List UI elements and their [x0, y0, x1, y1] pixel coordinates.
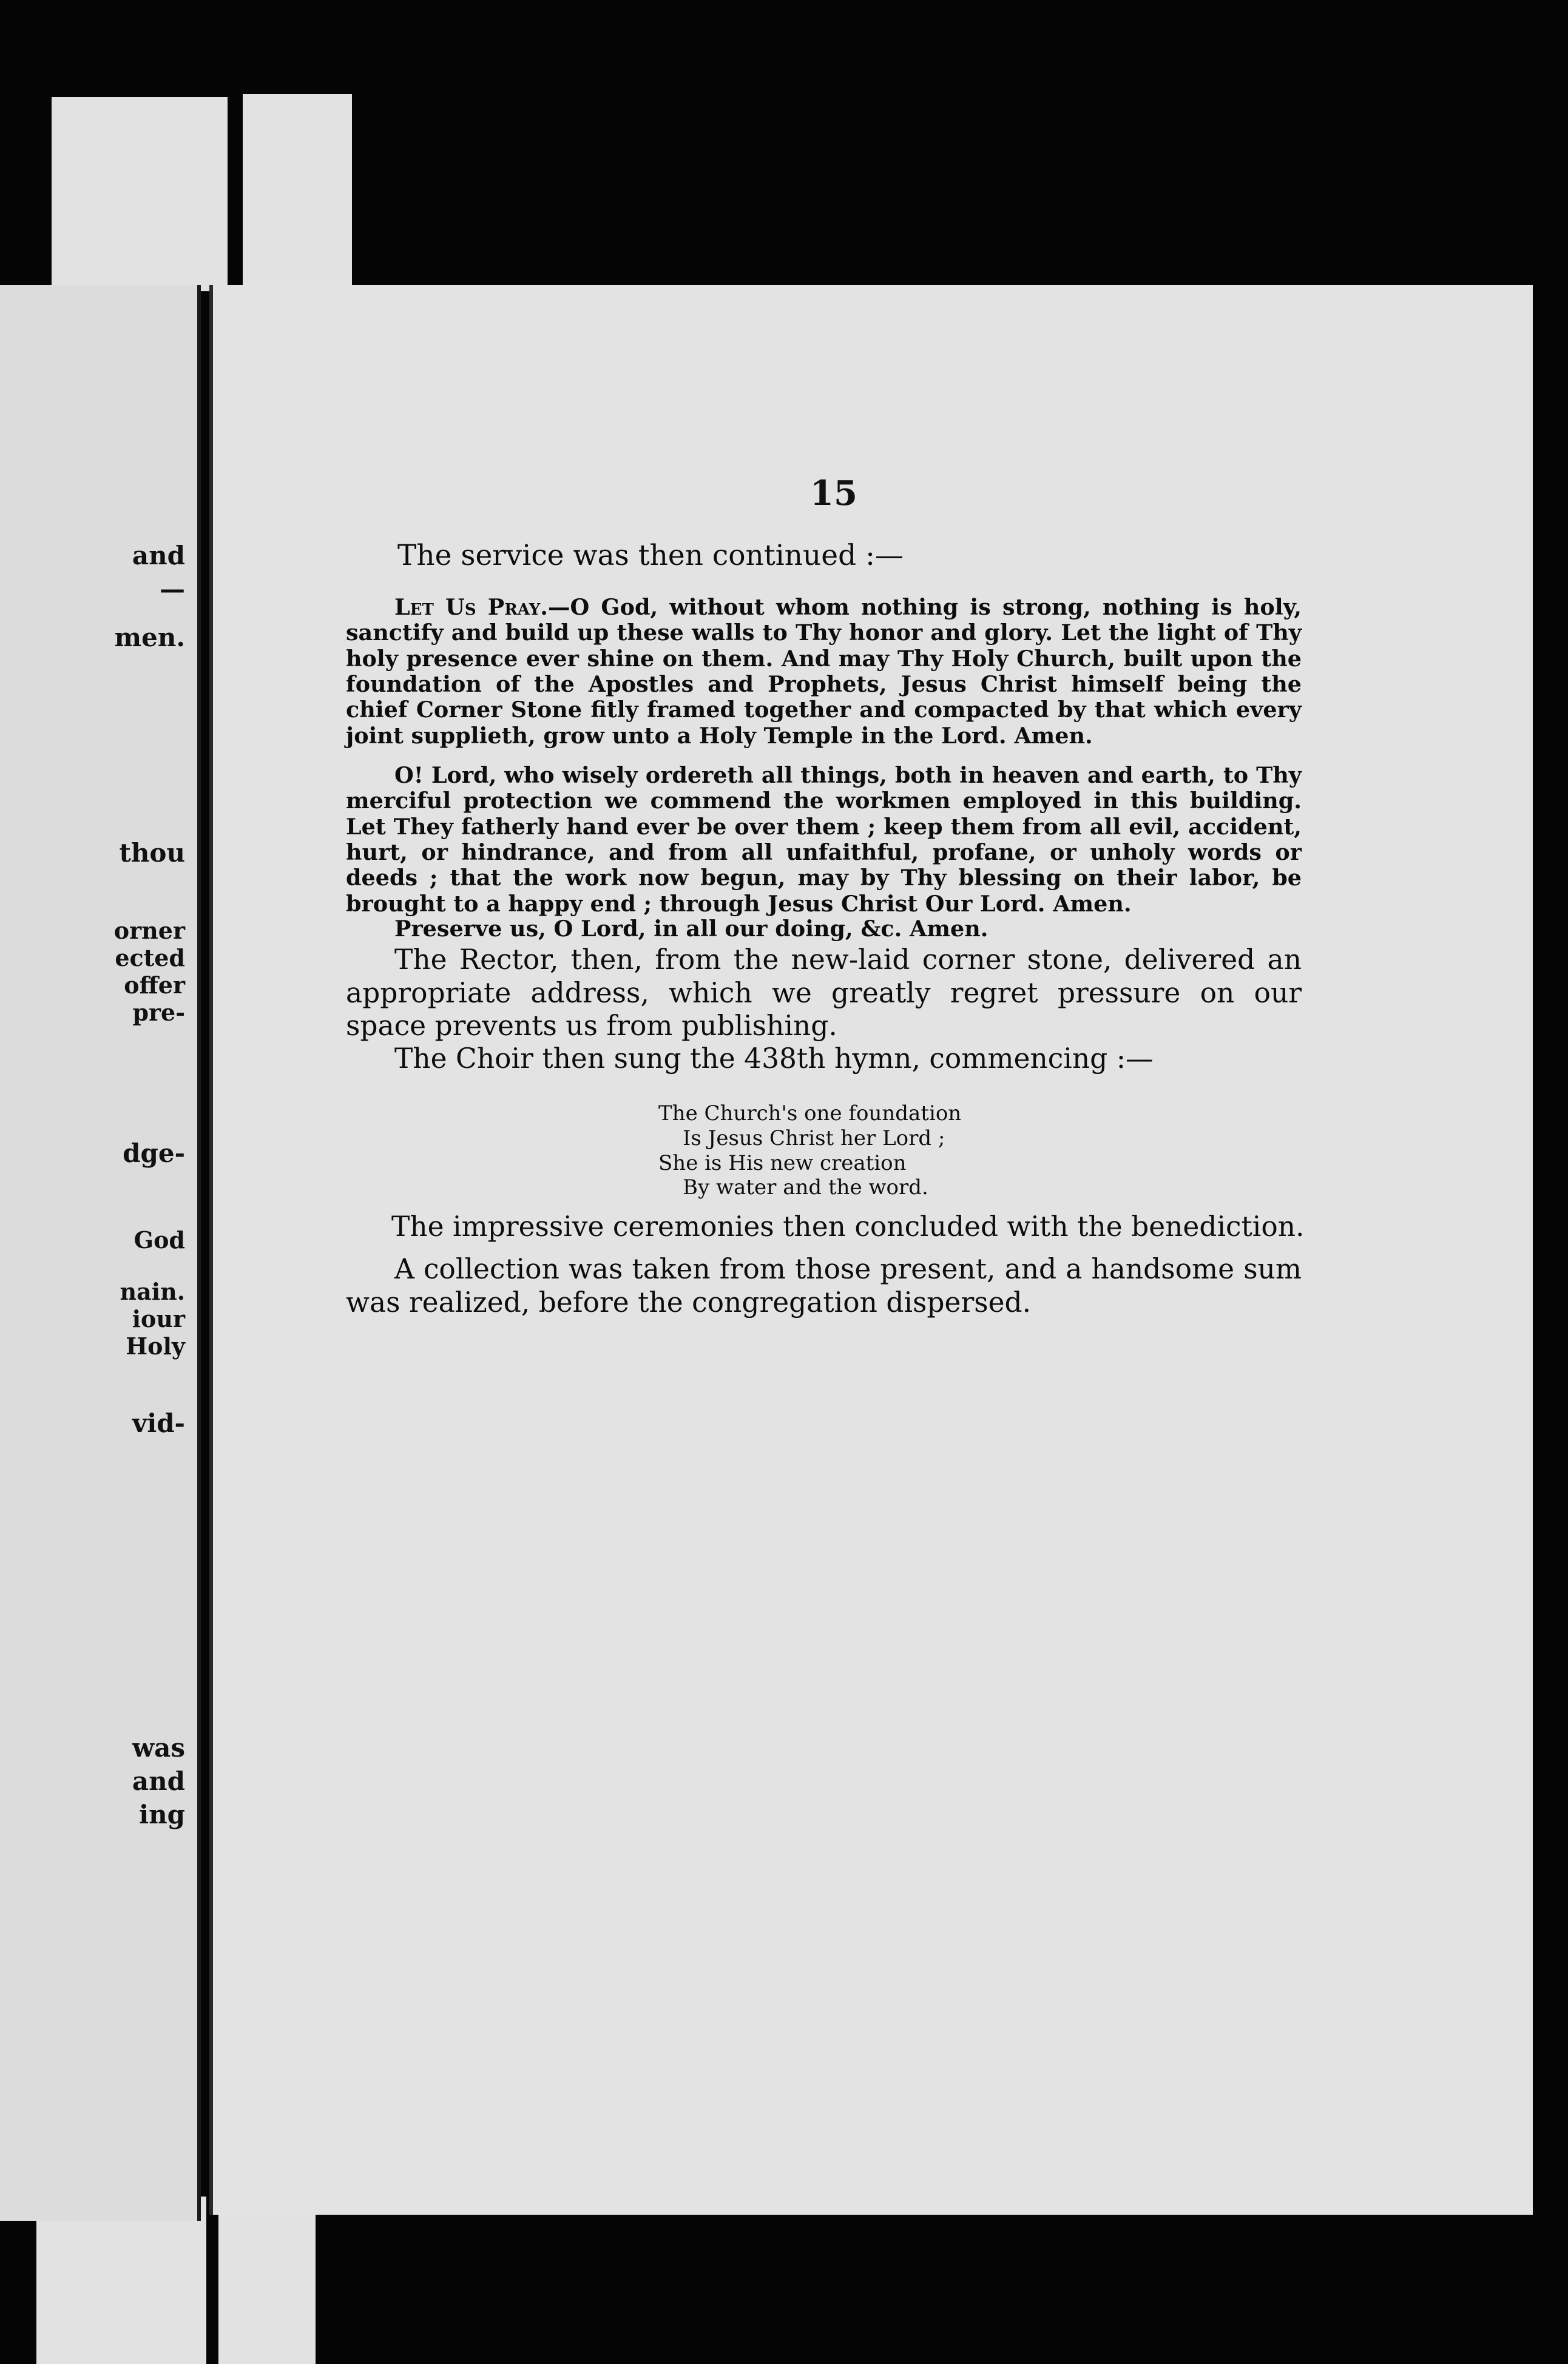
- intro-line: The service was then continued :—: [397, 539, 904, 572]
- prayer-paragraph: O! Lord, who wisely ordereth all things, both in heaven and earth, to Thy merciful protection we commend the workmen employed in this building. Let They fatherly hand ever be over them ; keep them from all evil, accident, hurt, or hindrance, and from all unfaithful, profane, or unholy words or deeds ; that the work now begun, may by Thy blessing on their labor, be brought to a happy end ; through Jesus Christ Our Lord. Amen.: [346, 762, 1302, 917]
- binding-tab: [218, 2197, 316, 2364]
- left-page-fragment: God: [133, 1226, 185, 1254]
- left-page-fragment: offer: [124, 971, 185, 999]
- left-page-fragment: pre-: [132, 999, 185, 1026]
- binding-tab: [243, 94, 352, 294]
- prayer-heading: Let Us Pray.: [394, 594, 548, 620]
- rector-paragraph: The Rector, then, from the new-laid corner stone, delivered an appropriate address, which we greatly regret pressure on our space prevents us from publishing.: [346, 944, 1302, 1042]
- left-page-fragment: —: [160, 574, 185, 604]
- left-page-fragment: ing: [139, 1800, 185, 1829]
- prayer-paragraph: [346, 595, 1302, 749]
- prayer-paragraph: Preserve us, O Lord, in all our doing, &c. Amen.: [394, 916, 988, 942]
- prayer-text: —O God, without whom nothing is strong, nothing is holy, sanctify and build up these walls to Thy honor and glory. Let the light of Thy holy presence ever shine on them. And may Thy Holy Church, built upon the foundation of the Apostles and Prophets, Jesus Christ himself being the chief Corner Stone fitly framed together and compacted by that which every joint supplieth, grow unto a Holy Temple in the Lord. Amen.: [346, 594, 1302, 749]
- binding-tab: [52, 97, 228, 291]
- hymn-line: She is His new creation: [658, 1150, 907, 1175]
- left-facing-page: [0, 285, 201, 2221]
- hymn-line: Is Jesus Christ her Lord ;: [683, 1126, 945, 1150]
- hymn-line: The Church's one foundation: [658, 1101, 962, 1126]
- left-page-fragment: nain.: [120, 1278, 185, 1305]
- left-page-fragment: and: [132, 1766, 185, 1796]
- left-page-fragment: men.: [114, 623, 185, 652]
- ceremony-line: The impressive ceremonies then concluded with the benediction.: [391, 1211, 1305, 1243]
- left-page-fragment: orner: [113, 917, 185, 944]
- left-page-fragment: ected: [115, 944, 185, 971]
- main-page: [209, 285, 1533, 2215]
- left-page-fragment: and: [132, 541, 185, 570]
- left-page-fragment: vid-: [132, 1408, 185, 1438]
- binding-tab: [36, 2197, 206, 2364]
- hymn-line: By water and the word.: [683, 1175, 928, 1200]
- collection-paragraph: A collection was taken from those present, and a handsome sum was realized, before the congregation dispersed.: [346, 1253, 1302, 1319]
- left-page-fragment: Holy: [126, 1332, 185, 1360]
- left-page-fragment: thou: [119, 838, 185, 868]
- page-number: 15: [810, 473, 857, 513]
- left-page-fragment: iour: [132, 1305, 185, 1332]
- choir-line: The Choir then sung the 438th hymn, commencing :—: [394, 1042, 1154, 1075]
- left-page-fragment: dge-: [123, 1138, 185, 1168]
- hymn-verse: [658, 1101, 1083, 1200]
- left-page-fragment: was: [132, 1733, 185, 1763]
